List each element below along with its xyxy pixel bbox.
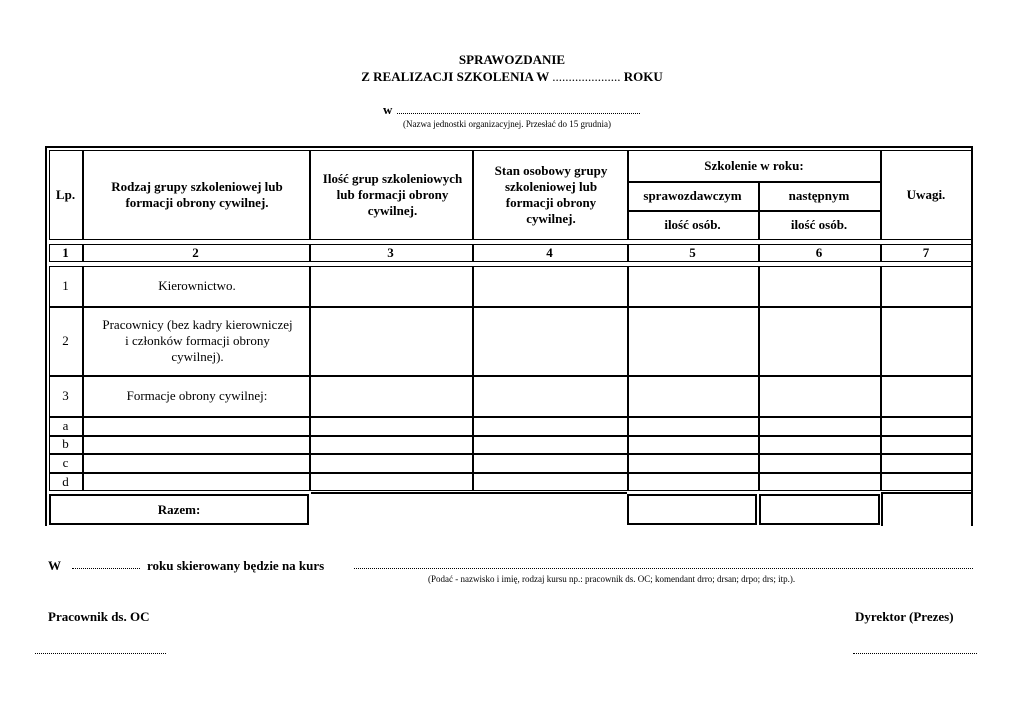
row-d-lp: d <box>62 473 69 489</box>
header-next-year: następnym <box>788 187 850 203</box>
document-subtitle <box>0 69 1024 85</box>
subtitle-suffix: ROKU <box>623 69 663 84</box>
header-group: Rodzaj grupy szkoleniowej lub formacji obrony cywilnej. <box>111 179 283 210</box>
col-number-7: 7 <box>922 245 930 260</box>
row-3-label: Formacje obrony cywilnej: <box>126 387 268 403</box>
document-title: SPRAWOZDANIE <box>458 52 566 67</box>
header-notes: Uwagi. <box>906 187 946 202</box>
row-a-lp: a <box>62 417 69 433</box>
footer-w-label: W <box>48 558 61 573</box>
total-label: Razem: <box>157 501 201 517</box>
header-persons-next: ilość osób. <box>790 217 848 232</box>
total-reporting-box[interactable] <box>627 494 757 525</box>
col-number-4: 4 <box>546 245 553 260</box>
header-training: Szkolenie w roku: <box>704 157 804 173</box>
signature-left-label: Pracownik ds. OC <box>48 609 150 624</box>
footer-course-label: roku skierowany będzie na kurs <box>147 558 325 573</box>
header-lp: Lp. <box>55 187 76 202</box>
signature-left-field[interactable] <box>35 653 166 654</box>
header-staff: Stan osobowy grupy szkoleniowej lub formacji obrony cywilnej. <box>494 163 608 226</box>
unit-hint: (Nazwa jednostki organizacyjnej. Przesłać do 15 grudnia) <box>403 119 612 129</box>
row-b-lp: b <box>62 436 69 451</box>
row-1-label: Kierownictwo. <box>158 278 236 293</box>
unit-name-field[interactable] <box>397 113 640 114</box>
course-details-field[interactable] <box>354 568 973 569</box>
col-number-2: 2 <box>192 245 199 260</box>
signature-right-label: Dyrektor (Prezes) <box>855 609 954 624</box>
row-3-lp: 3 <box>62 387 69 403</box>
subtitle-prefix: Z REALIZACJI SZKOLENIA W <box>361 69 549 84</box>
col-number-6: 6 <box>815 245 823 260</box>
col-number-1: 1 <box>62 245 69 260</box>
row-c-lp: c <box>62 454 69 470</box>
row-2-label: Pracownicy (bez kadry kierowniczej i członków formacji obrony cywilnej). <box>102 316 293 364</box>
col-number-5: 5 <box>689 245 696 260</box>
row-1-lp: 1 <box>62 278 69 293</box>
course-year-field[interactable] <box>72 568 140 569</box>
year-field[interactable]: ..................... <box>552 69 621 84</box>
row-2-lp: 2 <box>62 332 69 348</box>
unit-prefix: w <box>383 102 393 117</box>
total-next-box[interactable] <box>759 494 880 525</box>
col-number-3: 3 <box>387 245 394 260</box>
signature-right-field[interactable] <box>853 653 977 654</box>
header-count: Ilość grup szkoleniowych lub formacji obrony cywilnej. <box>322 171 463 218</box>
header-persons-reporting: ilość osób. <box>664 217 721 232</box>
header-reporting-year: sprawozdawczym <box>643 187 742 203</box>
course-hint: (Podać - nazwisko i imię, rodzaj kursu np.: pracownik ds. OC; komendant drro; drsan; drpo; drs; itp.). <box>428 574 796 584</box>
